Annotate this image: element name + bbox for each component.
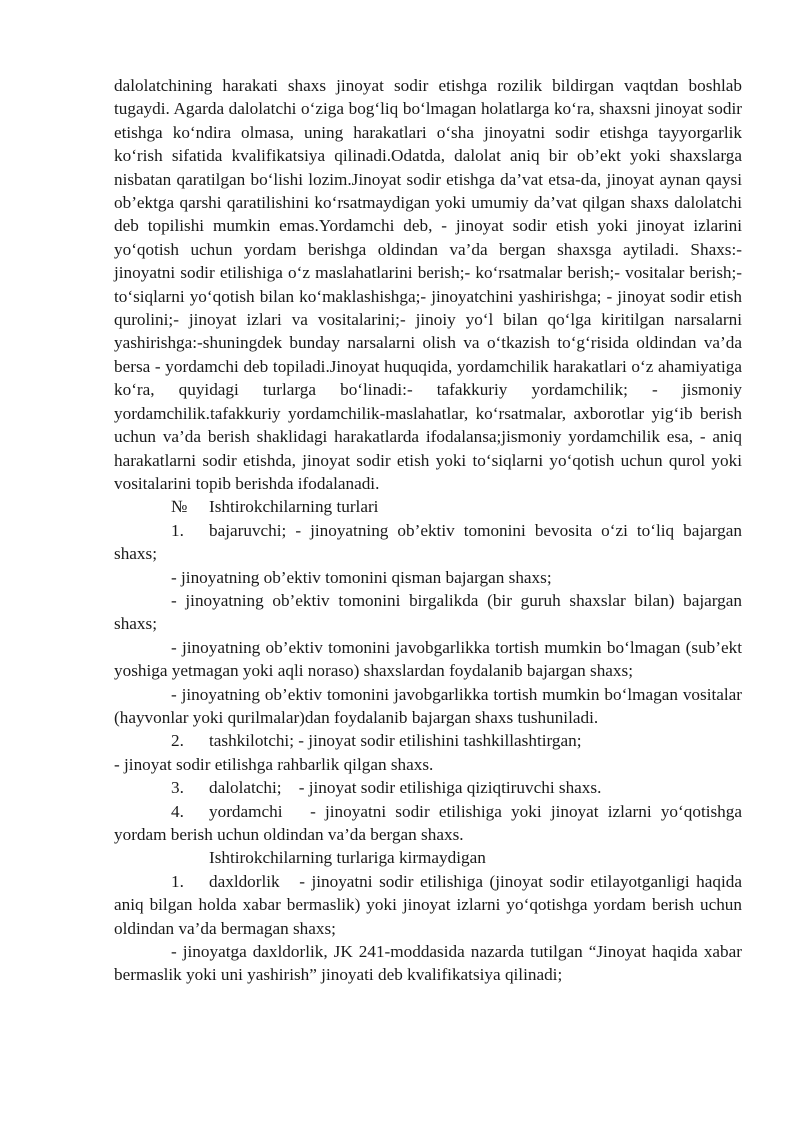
- participant-item: [114, 519, 742, 566]
- participant-subitem: - jinoyatning ob’ektiv tomonini qisman bajargan shaxs;: [171, 567, 552, 587]
- number-sign: №: [171, 497, 188, 517]
- participant-item: [114, 800, 747, 847]
- participant-subitem: - jinoyat sodir etilishga rahbarlik qilgan shaxs.: [114, 754, 434, 774]
- non-participant-item: [114, 870, 747, 940]
- non-participant-subitem: - jinoyatga daxldorlik, JK 241-moddasida nazarda tutilgan “Jinoyat haqida xabar bermaslik yoki uni yashirish” jinoyati deb kvalifikatsiya qilinadi;: [114, 942, 742, 985]
- participant-item: [114, 776, 742, 799]
- item-number: 3.: [171, 778, 184, 798]
- item-number: 4.: [171, 801, 184, 821]
- item-number: 1.: [171, 871, 184, 891]
- item-text: tashkilotchi; - jinoyat sodir etilishini tashkillashtirgan;: [209, 731, 582, 751]
- document-page: [114, 74, 747, 987]
- item-number: 2.: [171, 731, 184, 751]
- participant-subitem: - jinoyatning ob’ektiv tomonini javobgarlikka tortish mumkin bo‘lmagan vositalar (hayvonlar yoki qurilmalar)dan foydalanib bajargan shaxs tushuniladi.: [114, 684, 742, 727]
- item-text: daxldorlik - jinoyatni sodir etilishiga (jinoyat sodir etilayotganligi haqida aniq bilgan holda xabar bermaslik) yoki jinoyat izlarni yo‘qotishga yordam berish uchun oldindan va’da bermagan shaxs;: [114, 871, 747, 938]
- participant-item: [114, 729, 742, 752]
- participant-subitem: - jinoyatning ob’ektiv tomonini birgalikda (bir guruh shaxslar bilan) bajargan shaxs;: [114, 590, 742, 634]
- participants-table-title: Ishtirokchilarning turlari: [209, 497, 379, 517]
- item-text: dalolatchi; - jinoyat sodir etilishiga qiziqtiruvchi shaxs.: [209, 778, 602, 798]
- item-text: bajaruvchi; - jinoyatning ob’ektiv tomonini bevosita o‘zi to‘liq bajargan shaxs;: [114, 520, 742, 564]
- participant-subitem: - jinoyatning ob’ektiv tomonini javobgarlikka tortish mumkin bo‘lmagan (sub’ekt yoshiga yetmagan yoki aqli noraso) shaxslardan foydalanib bajargan shaxs;: [114, 637, 742, 681]
- participants-table-header: [114, 495, 742, 518]
- non-participants-title: Ishtirokchilarning turlariga kirmaydigan: [209, 848, 486, 868]
- item-text: yordamchi - jinoyatni sodir etilishiga yoki jinoyat izlarni yo‘qotishga yordam berish uchun oldindan va’da bergan shaxs.: [114, 801, 747, 844]
- intro-paragraph: dalolatchining harakati shaxs jinoyat sodir etishga rozilik bildirgan vaqtdan boshlab tugaydi. Agarda dalolatchi o‘ziga bog‘liq bo‘lmagan holatlarga ko‘ra, shaxsni jinoyat sodir etishga ko‘ndira olmasa, uning harakatlari o‘sha jinoyatni sodir etishga tayyorgarlik ko‘rish sifatida kvalifikatsiya qilinadi.Odatda, dalolat aniq bir ob’ekt yoki shaxslarga nisbatan qaratilgan bo‘lishi lozim.Jinoyat sodir etishga da’vat etsa-da, jinoyat aynan qaysi ob’ektga qarshi qaratilishini ko‘rsatmaydigan yoki umumiy da’vat qilgan shaxs dalolatchi deb topilishi mumkin emas.Yordamchi deb, - jinoyat sodir etish yoki jinoyat izlarini yo‘qotish uchun yordam berishga oldindan va’da bergan shaxsga aytiladi. Shaxs:- jinoyatni sodir etilishiga o‘z maslahatlarini berish;- ko‘rsatmalar berish;- vositalar berish;- to‘siqlarni yo‘qotish bilan ko‘maklashishga;- jinoyatchini yashirishga; - jinoyat sodir etish qurolini;- jinoyat izlari va vositalarini;- jinoiy yo‘l bilan qo‘lga kiritilgan narsalarni yashirishga:-shuningdek bunday narsalarni olish va o‘tkazish to‘g‘risida oldindan va’da bersa - yordamchi deb topiladi.Jinoyat huquqida, yordamchilik harakatlari o‘z ahamiyatiga ko‘ra, quyidagi turlarga bo‘linadi:- tafakkuriy yordamchilik; - jismoniy yordamchilik.tafakkuriy yordamchilik-maslahatlar, ko‘rsatmalar, axborotlar yig‘ib berish uchun va’da berish shaklidagi harakatlarda ifodalansa;jismoniy yordamchilik esa, - aniq harakatlarni sodir etishda, jinoyat sodir etish yoki to‘siqlarni yo‘qotish uchun qurol yoki vositalarini topib berishda ifodalanadi.: [114, 76, 742, 493]
- item-number: 1.: [171, 520, 184, 540]
